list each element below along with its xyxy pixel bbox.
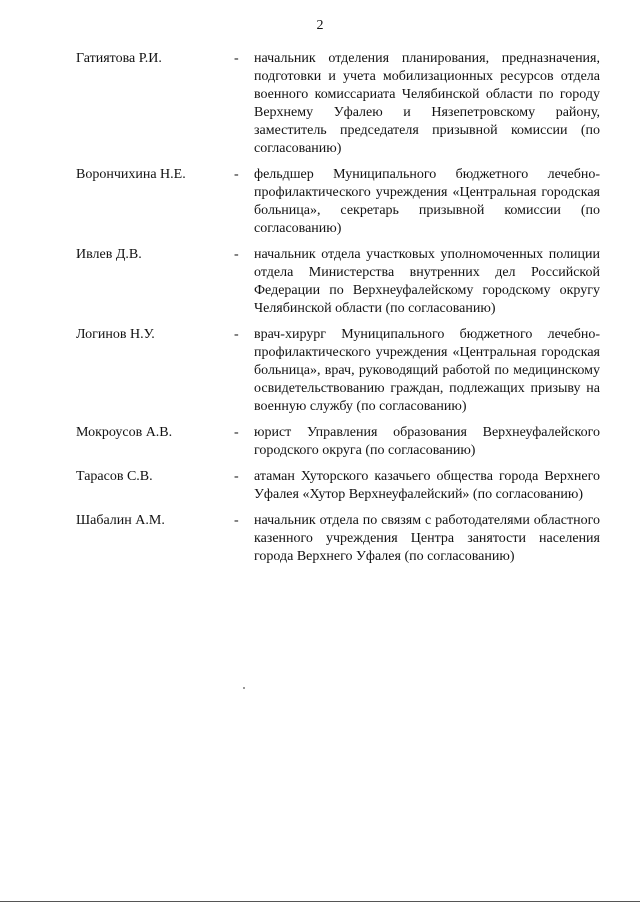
member-row [76, 50, 606, 158]
member-name: Мокроусов А.В. [76, 425, 173, 440]
member-row [76, 424, 606, 460]
member-role: начальник отдела по связям с работодателями областного казенного учреждения Центра занятости населения города Верхнего Уфалея (по согласованию) [254, 513, 600, 564]
scan-artifact-dot [243, 687, 245, 689]
member-dash: - [234, 425, 239, 440]
member-name: Тарасов С.В. [76, 469, 153, 484]
member-role: начальник отдела участковых уполномоченных полиции отдела Министерства внутренних дел Российской Федерации по Верхнеуфалейскому городскому округу Челябинской области (по согласованию) [254, 247, 600, 316]
page-number: 2 [316, 18, 324, 33]
member-name: Ворончихина Н.Е. [76, 167, 186, 182]
member-role: врач-хирург Муниципального бюджетного лечебно-профилактического учреждения «Центральная городская больница», врач, руководящий работой по медицинскому освидетельствованию граждан, подлежащих призыву на военную службу (по согласованию) [254, 327, 600, 414]
member-dash: - [234, 167, 239, 182]
member-dash: - [234, 513, 239, 528]
member-row [76, 246, 606, 318]
member-row [76, 512, 606, 566]
member-role: юрист Управления образования Верхнеуфалейского городского округа (по согласованию) [254, 425, 600, 458]
member-name: Гатиятова Р.И. [76, 51, 162, 66]
member-dash: - [234, 51, 239, 66]
member-role: начальник отделения планирования, предназначения, подготовки и учета мобилизационных ресурсов отдела военного комиссариата Челябинской области по городу Верхнему Уфалею и Нязепетровскому району, заместитель председателя призывной комиссии (по согласованию) [254, 51, 600, 156]
member-role: атаман Хуторского казачьего общества города Верхнего Уфалея «Хутор Верхнеуфалейский» (по согласованию) [254, 469, 600, 502]
member-name: Шабалин А.М. [76, 513, 165, 528]
commission-member-list [76, 50, 606, 574]
member-name: Логинов Н.У. [76, 327, 155, 342]
member-dash: - [234, 327, 239, 342]
page-bottom-edge-line [0, 901, 640, 902]
member-row [76, 326, 606, 416]
member-name: Ивлев Д.В. [76, 247, 142, 262]
member-dash: - [234, 469, 239, 484]
member-dash: - [234, 247, 239, 262]
member-row [76, 166, 606, 238]
member-row [76, 468, 606, 504]
member-role: фельдшер Муниципального бюджетного лечебно-профилактического учреждения «Центральная городская больница», секретарь призывной комиссии (по согласованию) [254, 167, 600, 236]
